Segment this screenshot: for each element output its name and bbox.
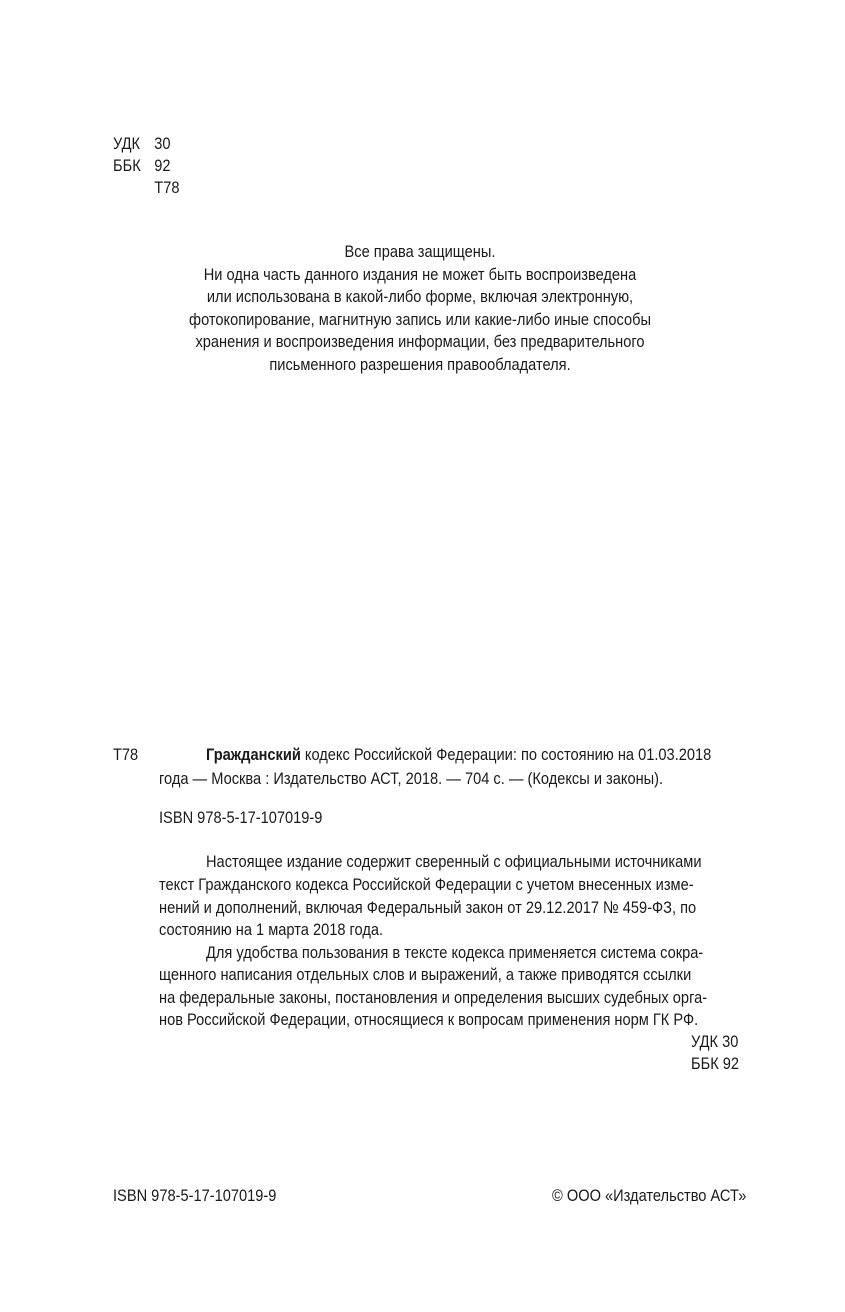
annotation-udk: УДК 30	[691, 1032, 739, 1051]
rights-line: или использована в какой-либо форме, включая электронную,	[206, 287, 634, 306]
classification-block	[113, 133, 190, 199]
bbk-row	[113, 155, 179, 177]
annotation-line: состоянию на 1 марта 2018 года.	[159, 920, 384, 939]
rights-line: хранения и воспроизведения информации, без предварительного	[195, 332, 645, 351]
udk-value: 30	[154, 134, 171, 153]
annotation-line: нений и дополнений, включая Федеральный закон от 29.12.2017 № 459-ФЗ, по	[159, 898, 697, 917]
entry-line-1	[206, 743, 711, 766]
annotation-line: щенного написания отдельных слов и выражений, а также приводятся ссылки	[159, 965, 692, 984]
rights-line: фотокопирование, магнитную запись или какие-либо иные способы	[189, 309, 651, 329]
author-mark: Т78	[154, 178, 180, 197]
bbk-label: ББК	[113, 156, 141, 175]
udk-row	[113, 133, 179, 155]
rights-line: письменного разрешения правообладателя.	[269, 354, 571, 374]
bbk-value: 92	[154, 156, 171, 175]
annotation-line: текст Гражданского кодекса Российской Федерации с учетом внесенных изме-	[159, 875, 694, 894]
footer-isbn: ISBN 978-5-17-107019-9	[113, 1186, 277, 1205]
entry-title-bold: Гражданский	[206, 745, 301, 764]
entry-author-mark: Т78	[113, 745, 139, 764]
rights-line: Все права защищены.	[344, 242, 496, 261]
footer-copyright: © ООО «Издательство АСТ»	[552, 1186, 747, 1205]
entry-line-2: года — Москва : Издательство АСТ, 2018. — 704 с. — (Кодексы и законы).	[159, 769, 664, 788]
entry-isbn: ISBN 978-5-17-107019-9	[159, 808, 323, 827]
annotation-line: нов Российской Федерации, относящиеся к вопросам применения норм ГК РФ.	[159, 1010, 699, 1029]
rights-line: Ни одна часть данного издания не может быть воспроизведена	[203, 264, 637, 284]
annotation-line: Для удобства пользования в тексте кодекса применяется система сокра-	[206, 943, 704, 962]
annotation-line: на федеральные законы, постановления и определения высших судебных орга-	[159, 988, 708, 1007]
annotation-bbk: ББК 92	[691, 1054, 740, 1073]
rights-notice	[120, 241, 720, 376]
entry-title-rest: кодекс Российской Федерации: по состоянию на 01.03.2018	[304, 745, 712, 764]
annotation-line: Настоящее издание содержит сверенный с официальными источниками	[206, 852, 702, 871]
udk-label: УДК	[113, 134, 141, 153]
